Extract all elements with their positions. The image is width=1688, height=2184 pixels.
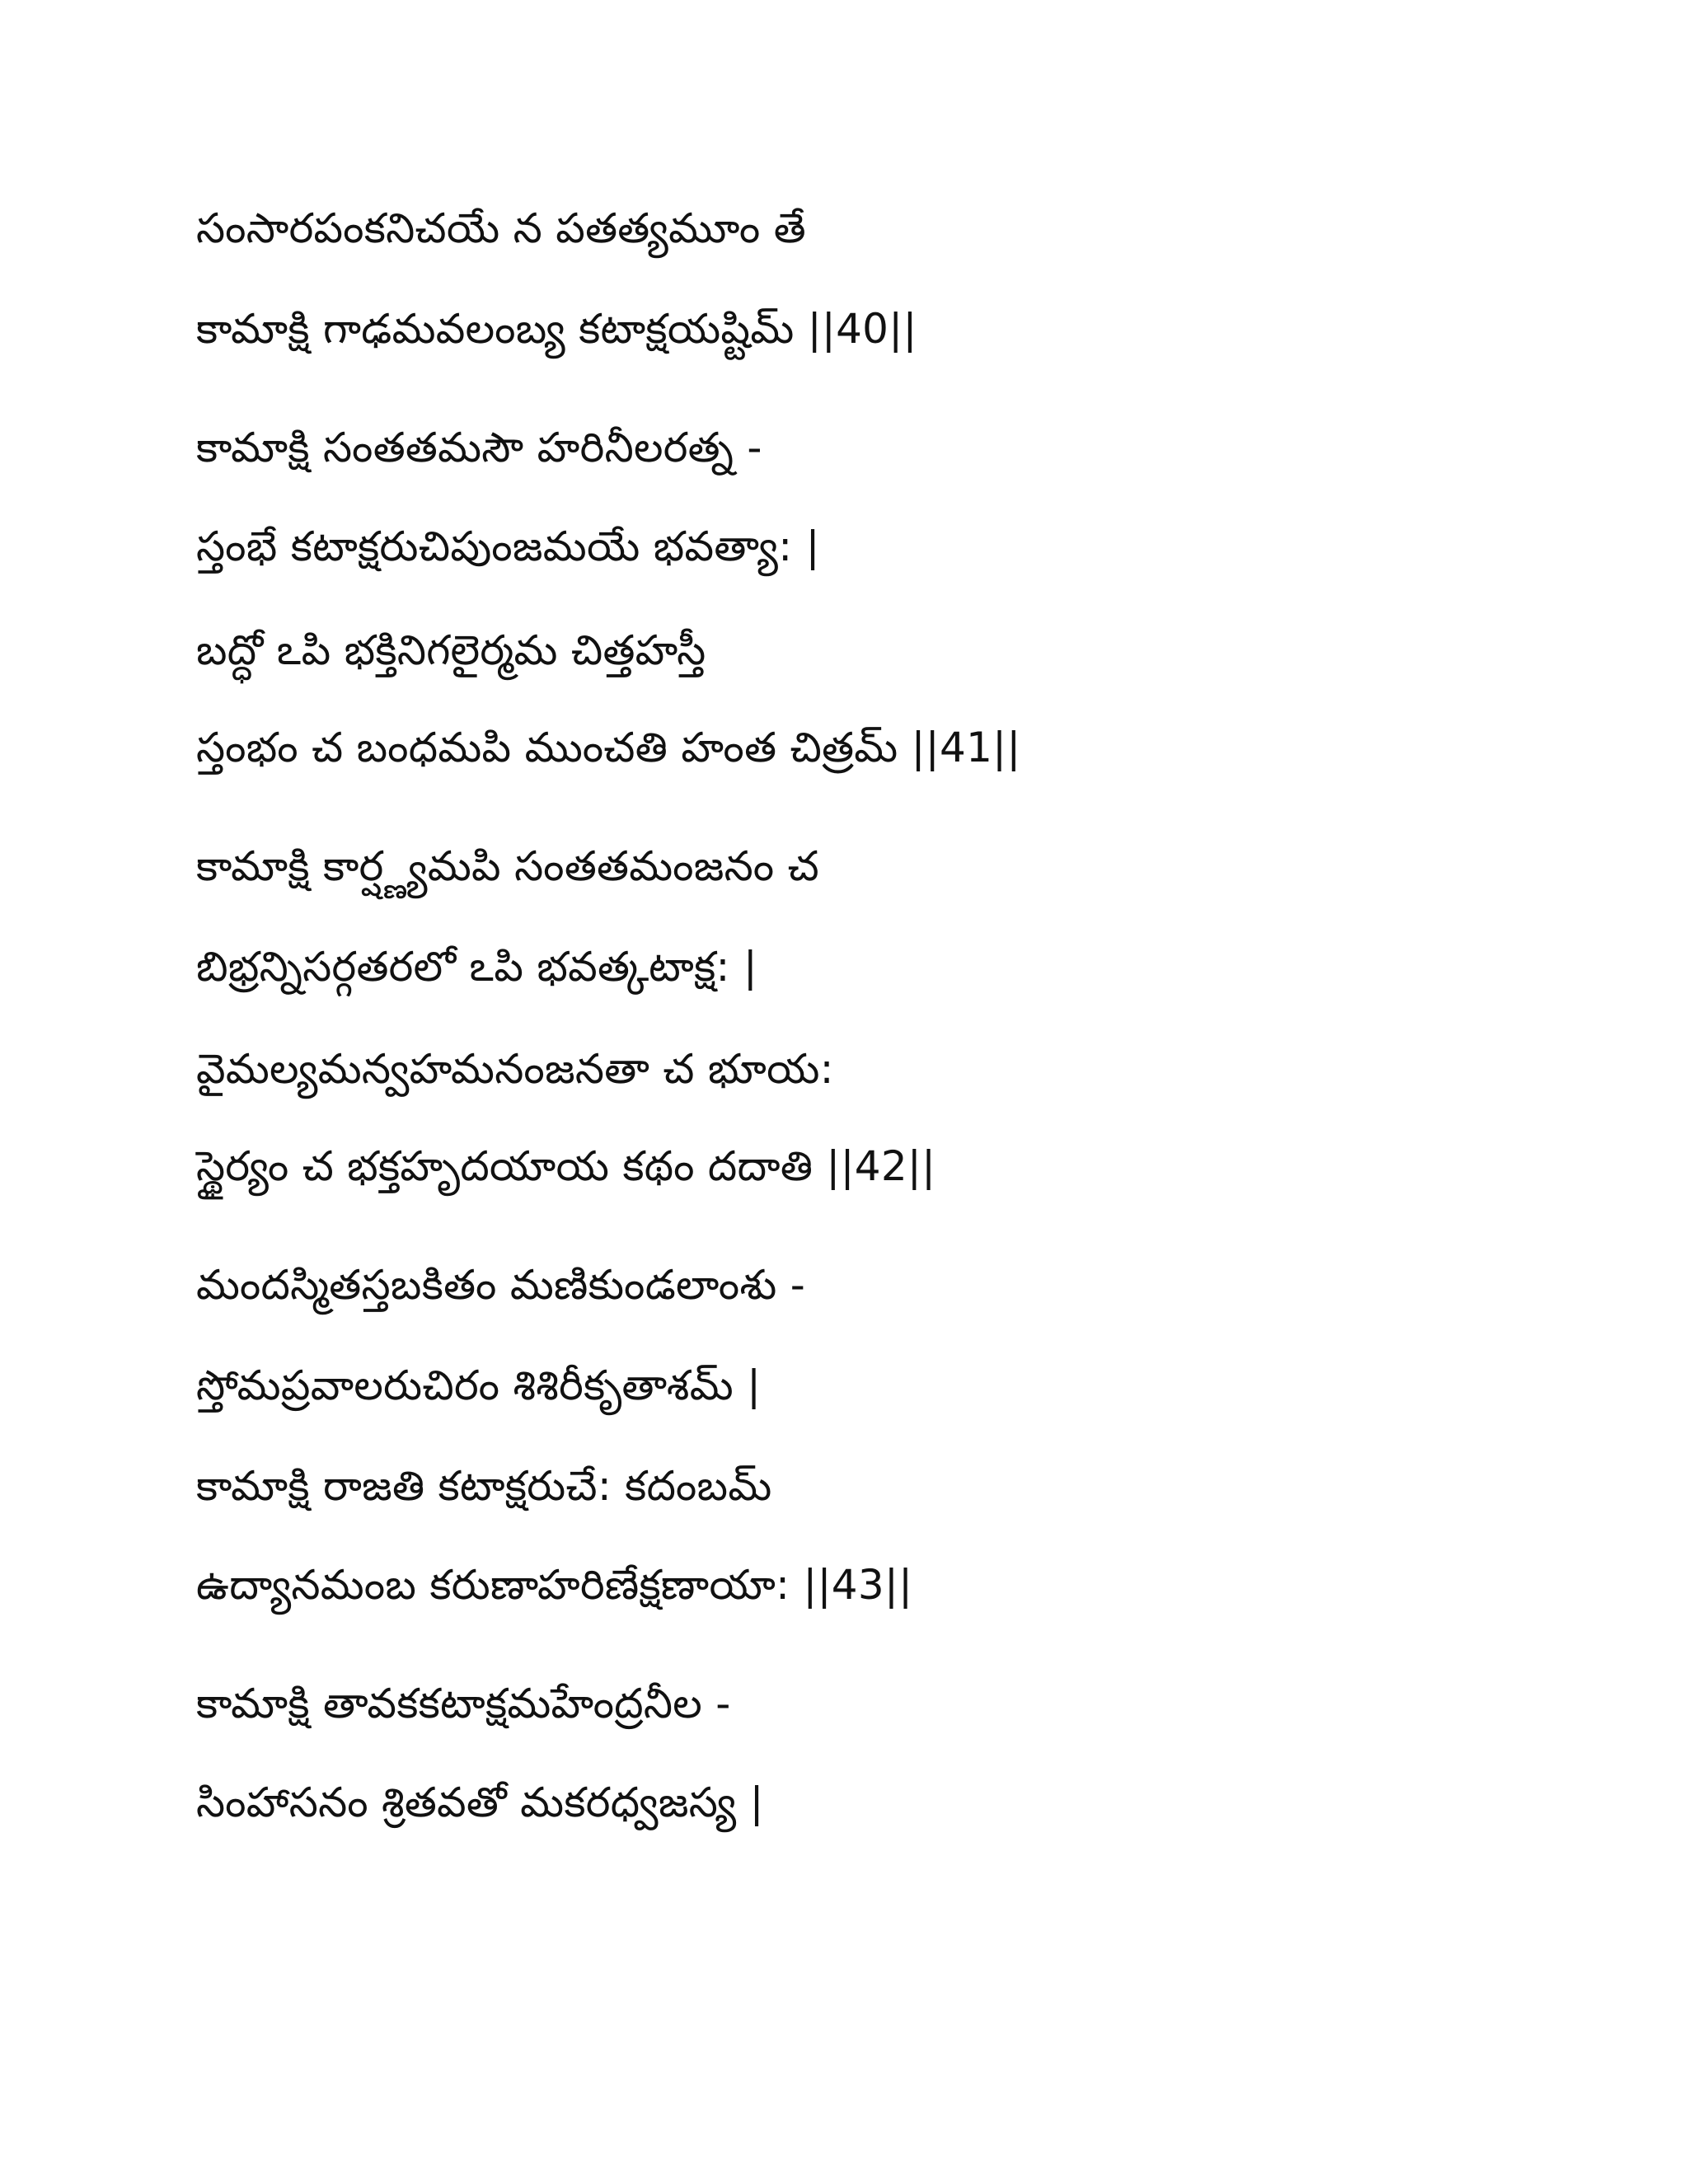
- verse-line: ఉద్యానమంబ కరుణాహరిణేక్షణాయా: ||43||: [196, 1561, 913, 1609]
- verse-line: స్తంభం చ బంధమపి ముంచతి హంత చిత్రమ్ ||41||: [196, 724, 1021, 771]
- verse-line: సింహాసనం శ్రితవతో మకరధ్వజస్య |: [196, 1779, 764, 1826]
- verse-line: మందస్మితస్తబకితం మణికుండలాంశు -: [196, 1261, 806, 1309]
- verse-line: కామాక్షి కార్ష్ణ్యమపి సంతతమంజనం చ: [196, 842, 819, 890]
- verse-line: బద్ధో ఽపి భక్తినిగలైర్మమ చిత్తహస్తీ: [196, 626, 706, 674]
- verse-line: స్తోమప్రవాలరుచిరం శిశిరీకృతాశమ్ |: [196, 1361, 762, 1409]
- verse-line: కామాక్షి గాఢమవలంబ్య కటాక్షయష్టిమ్ ||40||: [196, 305, 917, 353]
- verse-line: వైమల్యమన్వహమనంజనతా చ భూయ:: [196, 1045, 834, 1093]
- verse-line: సంసారపంకనిచయే న పతత్యమూం తే: [196, 204, 806, 252]
- verse-line: బిభ్రన్నిసర్గతరలో ఽపి భవత్కటాక్ష: |: [196, 943, 757, 991]
- verse-line: కామాక్షి తావకకటాక్షమహేంద్రనీల -: [196, 1680, 731, 1727]
- verse-line: కామాక్షి రాజతి కటాక్షరుచే: కదంబమ్: [196, 1462, 772, 1510]
- verse-line: స్థైర్యం చ భక్తహృదయాయ కథం దదాతి ||42||: [196, 1142, 936, 1190]
- verse-line: కామాక్షి సంతతమసౌ హరినీలరత్న -: [196, 424, 762, 471]
- verse-line: స్తంభే కటాక్షరుచిపుంజమయే భవత్యా: |: [196, 523, 820, 570]
